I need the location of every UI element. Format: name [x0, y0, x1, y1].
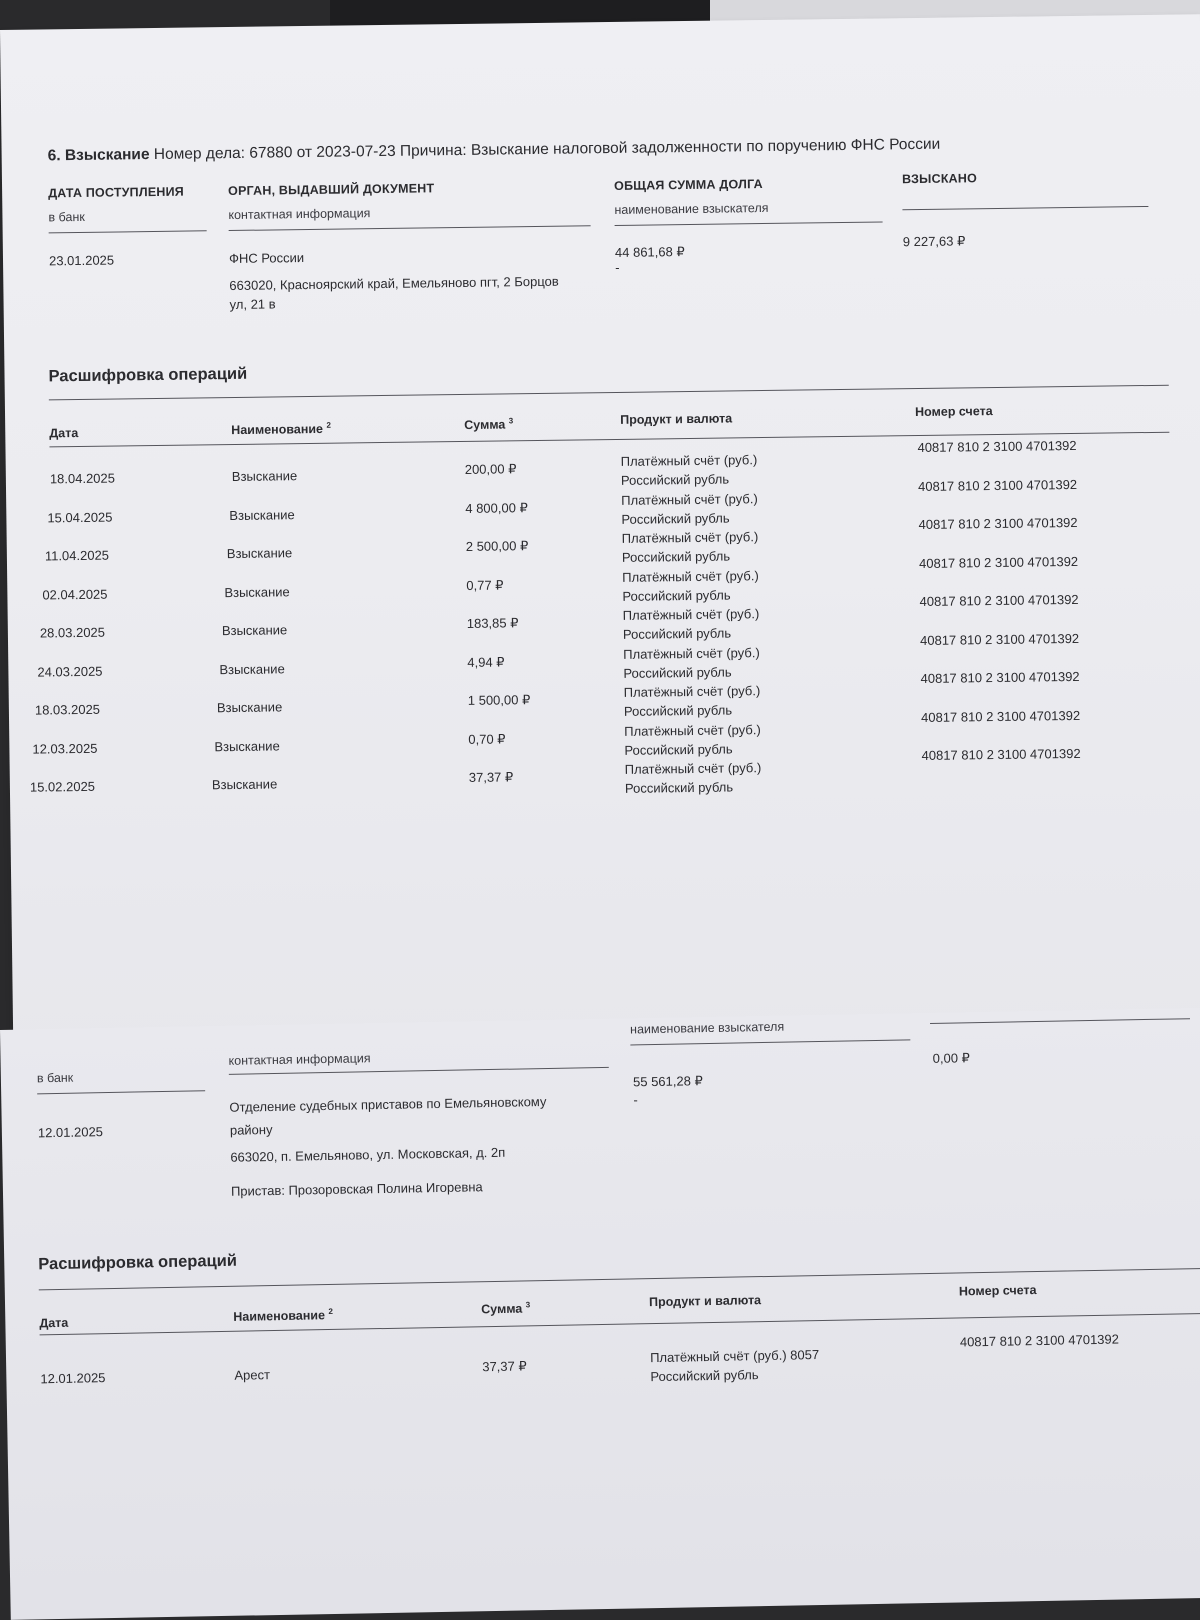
divider [615, 221, 883, 226]
row-name: Взыскание [226, 545, 293, 562]
operations-title: Расшифровка операций [48, 364, 248, 386]
divider [229, 1067, 609, 1075]
row-sum: 4 800,00 ₽ [465, 499, 528, 516]
header-date-sub: в банк [36, 1070, 74, 1086]
row-name: Взыскание [216, 699, 283, 716]
row-currency: Российский рубль [623, 663, 732, 681]
row-account: 40817 810 2 3100 4701392 [919, 630, 1080, 648]
section-case-details: Номер дела: 67880 от 2023-07-23 Причина: Взыскание налоговой задолженности по поручению ФНС России [153, 135, 941, 163]
organ-address-line-1: 663020, Красноярский край, Емельяново пгт, 2 Борцов [229, 273, 559, 294]
row-account: 40817 810 2 3100 4701392 [920, 668, 1080, 687]
receipt-date: 12.01.2025 [37, 1124, 104, 1141]
divider [37, 1090, 205, 1094]
organ-name: ФНС России [228, 250, 305, 267]
row-product: Платёжный счёт (руб.) 8057 [649, 1347, 820, 1366]
row-account: 40817 810 2 3100 4701392 [917, 437, 1077, 456]
collected-amount: 0,00 ₽ [932, 1050, 970, 1066]
table-top-border [49, 385, 1169, 401]
row-sum: 1 500,00 ₽ [467, 692, 531, 708]
row-sum: 4,94 ₽ [467, 653, 505, 670]
row-product: Платёжный счёт (руб.) [621, 529, 759, 546]
row-sum: 37,37 ₽ [468, 769, 514, 785]
row-account: 40817 810 2 3100 4701392 [920, 707, 1081, 725]
row-account: 40817 810 2 3100 4701392 [917, 476, 1078, 494]
divider [49, 230, 207, 233]
row-sum: 200,00 ₽ [464, 461, 517, 477]
divider [630, 1039, 910, 1045]
row-sum: 183,85 ₽ [466, 615, 519, 631]
header-organ-sub: контактная информация [228, 206, 371, 223]
header-organ-sub: контактная информация [228, 1051, 371, 1068]
row-product: Платёжный счёт (руб.) [623, 644, 760, 662]
row-product: Платёжный счёт (руб.) [620, 452, 758, 469]
header-date: ДАТА ПОСТУПЛЕНИЯ [48, 184, 185, 201]
row-sum: 0,77 ₽ [466, 576, 504, 593]
row-date: 12.01.2025 [40, 1370, 106, 1387]
row-name: Арест [234, 1367, 271, 1383]
row-sum: 37,37 ₽ [482, 1358, 527, 1375]
row-date: 15.02.2025 [29, 778, 96, 795]
creditor-name: - [615, 259, 620, 275]
header-total-sub: наименование взыскателя [629, 1019, 785, 1037]
header-organ: ОРГАН, ВЫДАВШИЙ ДОКУМЕНТ [228, 181, 435, 199]
row-currency: Российский рубль [621, 509, 730, 527]
row-currency: Российский рубль [650, 1367, 759, 1385]
row-name: Взыскание [211, 776, 278, 793]
divider [930, 1018, 1190, 1024]
row-name: Взыскание [221, 622, 288, 639]
row-sum: 2 500,00 ₽ [465, 538, 529, 554]
document-page-bottom [0, 1008, 1200, 1620]
row-currency: Российский рубль [623, 702, 733, 719]
row-date: 11.04.2025 [44, 547, 110, 564]
organ-name-line-2: району [229, 1122, 273, 1138]
row-account: 40817 810 2 3100 4701392 [959, 1331, 1120, 1350]
table-header-border [40, 1313, 1200, 1335]
column-sum: Сумма $^3$ [481, 1300, 531, 1317]
section-number-title: 6. Взыскание [47, 146, 150, 165]
row-account: 40817 810 2 3100 4701392 [918, 553, 1079, 571]
section-heading [48, 136, 941, 166]
column-account: Номер счета [958, 1283, 1037, 1299]
column-name: Наименование $^2$ [231, 420, 331, 438]
row-product: Платёжный счёт (руб.) [624, 760, 762, 777]
row-date: 24.03.2025 [37, 663, 103, 680]
row-product: Платёжный счёт (руб.) [622, 606, 760, 623]
organ-name-line-1: Отделение судебных приставов по Емельяновскому [229, 1094, 547, 1115]
organ-address: 663020, п. Емельяново, ул. Московская, д. 2п [230, 1144, 506, 1165]
row-date: 18.04.2025 [49, 470, 116, 487]
row-name: Взыскание [219, 660, 285, 677]
column-date: Дата [39, 1315, 69, 1331]
column-name: Наименование $^2$ [233, 1306, 333, 1324]
header-collected: ВЗЫСКАНО [901, 171, 978, 187]
total-debt: 44 861,68 ₽ [614, 244, 685, 260]
row-date: 12.03.2025 [32, 740, 98, 757]
column-product: Продукт и валюта [648, 1293, 762, 1310]
row-account: 40817 810 2 3100 4701392 [919, 591, 1079, 610]
row-currency: Российский рубль [622, 625, 732, 642]
row-currency: Российский рубль [622, 586, 731, 604]
header-date-sub: в банк [48, 209, 85, 225]
operations-title: Расшифровка операций [38, 1251, 238, 1274]
organ-address-line-2: ул, 21 в [229, 296, 276, 313]
column-product: Продукт и валюта [620, 411, 733, 427]
row-product: Платёжный счёт (руб.) [624, 721, 761, 739]
row-currency: Российский рубль [624, 779, 734, 796]
row-date: 15.04.2025 [47, 509, 113, 525]
header-total-sub: наименование взыскателя [614, 200, 769, 217]
row-name: Взыскание [224, 583, 290, 600]
row-name: Взыскание [214, 737, 280, 754]
column-date: Дата [49, 426, 79, 441]
row-product: Платёжный счёт (руб.) [621, 490, 758, 508]
receipt-date: 23.01.2025 [48, 252, 115, 269]
divider [229, 225, 591, 231]
header-total: ОБЩАЯ СУММА ДОЛГА [614, 177, 763, 193]
collected-amount: 9 227,63 ₽ [902, 233, 966, 250]
row-date: 18.03.2025 [34, 701, 101, 718]
row-account: 40817 810 2 3100 4701392 [918, 514, 1078, 533]
row-currency: Российский рубль [621, 548, 731, 565]
divider [902, 206, 1148, 210]
row-product: Платёжный счёт (руб.) [623, 683, 761, 700]
row-sum: 0,70 ₽ [468, 730, 506, 747]
row-name: Взыскание [229, 506, 295, 523]
creditor-name: - [633, 1092, 638, 1108]
column-account: Номер счета [914, 404, 993, 420]
document-page-top [0, 14, 1200, 1065]
row-currency: Российский рубль [620, 471, 730, 488]
total-debt: 55 561,28 ₽ [632, 1073, 703, 1090]
row-account: 40817 810 2 3100 4701392 [921, 745, 1081, 763]
row-date: 28.03.2025 [39, 624, 106, 641]
bailiff-name: Пристав: Прозоровская Полина Игоревна [230, 1179, 483, 1199]
column-sum: Сумма $^3$ [464, 416, 514, 433]
row-currency: Российский рубль [624, 740, 733, 758]
row-date: 02.04.2025 [42, 586, 108, 602]
row-name: Взыскание [231, 468, 298, 485]
row-product: Платёжный счёт (руб.) [622, 567, 759, 585]
